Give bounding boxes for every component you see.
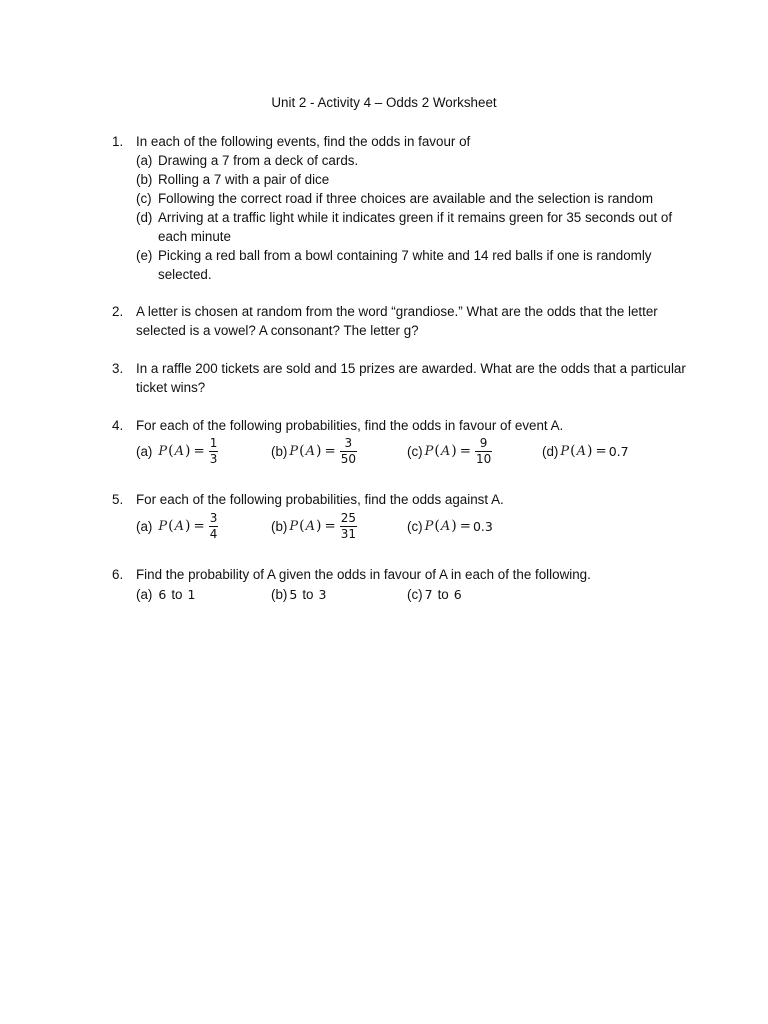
to-word: to <box>302 586 314 602</box>
part-label: (a) <box>136 443 153 459</box>
probability-symbol: P <box>158 518 168 534</box>
question-part <box>136 151 692 170</box>
fraction <box>209 436 219 467</box>
question-number: 2. <box>112 304 124 319</box>
question-5 <box>112 490 692 546</box>
question-number: 5. <box>112 492 124 507</box>
question-number: 3. <box>112 361 124 376</box>
probability-value: 0.7 <box>608 443 629 459</box>
question-part <box>136 246 692 284</box>
odds-right-value: 6 <box>453 586 462 602</box>
probability-symbol: P <box>424 443 434 459</box>
worksheet-title: Unit 2 - Activity 4 – Odds 2 Worksheet <box>271 95 497 110</box>
question-part: (a) P ( A ) = $\frac{1}{3}$ <box>136 435 218 466</box>
question-1 <box>112 132 692 284</box>
part-label: (c) <box>407 586 423 602</box>
question-part <box>136 208 692 246</box>
question-number: 4. <box>112 418 124 433</box>
probability-symbol: P <box>289 518 299 534</box>
denominator: 31 <box>340 526 356 541</box>
question-number: 1. <box>112 134 124 149</box>
numerator: 1 <box>209 435 218 450</box>
probability-symbol: P <box>424 518 434 534</box>
question-part: (b) P ( A ) = $\frac{3}{50}$ <box>271 435 356 466</box>
question-number: 6. <box>112 567 124 582</box>
part-text: Arriving at a traffic light while it indicates green if it remains green for 35 seconds out of each minute <box>158 210 673 244</box>
probability-symbol: P <box>560 443 570 459</box>
denominator: 3 <box>209 451 218 466</box>
odds-left-value: 6 <box>158 586 167 602</box>
odds-right-value: 1 <box>187 586 196 602</box>
question-text: Find the probability of A given the odds in favour of A in each of the following. <box>136 567 591 582</box>
question-part: (b) P ( A ) = $\frac{25}{31}$ <box>271 510 356 541</box>
fraction <box>209 511 219 542</box>
numerator: 9 <box>479 435 488 450</box>
part-label: (b) <box>136 172 153 187</box>
denominator: 4 <box>209 526 218 541</box>
part-label: (a) <box>136 586 153 602</box>
question-part: (c) P ( A ) = 0.3 <box>407 517 493 534</box>
question-3 <box>112 359 692 397</box>
event-symbol: A <box>174 518 184 534</box>
part-label: (c) <box>407 443 423 459</box>
fraction <box>340 436 357 467</box>
denominator: 50 <box>340 451 356 466</box>
fraction <box>475 436 492 467</box>
question-part: (c) P ( A ) = $\frac{9}{10}$ <box>407 435 492 466</box>
event-symbol: A <box>576 443 586 459</box>
event-symbol: A <box>305 518 315 534</box>
odds-left-value: 5 <box>289 586 298 602</box>
probability-symbol: P <box>158 443 168 459</box>
question-part <box>271 584 326 604</box>
denominator: 10 <box>475 451 492 466</box>
question-text: A letter is chosen at random from the word “grandiose.” What are the odds that the letter selected is a vowel? A consonant? The letter g? <box>136 304 658 338</box>
numerator: 3 <box>209 510 218 525</box>
fraction <box>340 511 357 542</box>
part-text: Following the correct road if three choices are available and the selection is random <box>158 191 653 206</box>
question-part: (d) P ( A ) = 0.7 <box>542 442 629 459</box>
to-word: to <box>437 586 449 602</box>
answer-row <box>136 584 692 604</box>
question-6 <box>112 565 692 604</box>
part-label: (b) <box>271 518 288 534</box>
question-part <box>136 584 195 604</box>
question-text: For each of the following probabilities, find the odds against A. <box>136 492 504 507</box>
part-label: (c) <box>136 191 152 206</box>
question-part <box>136 170 692 189</box>
event-symbol: A <box>174 443 184 459</box>
question-part: (a) P ( A ) = $\frac{3}{4}$ <box>136 510 218 541</box>
part-label: (a) <box>136 518 153 534</box>
question-2 <box>112 302 692 340</box>
part-label: (d) <box>136 210 153 225</box>
question-text: In a raffle 200 tickets are sold and 15 prizes are awarded. What are the odds that a particular ticket wins? <box>136 361 686 395</box>
question-4 <box>112 416 692 471</box>
odds-left-value: 7 <box>424 586 433 602</box>
event-symbol: A <box>440 518 451 534</box>
to-word: to <box>171 586 183 602</box>
answer-row <box>136 506 692 546</box>
probability-symbol: P <box>289 443 299 459</box>
part-text: Rolling a 7 with a pair of dice <box>158 172 330 187</box>
probability-value: 0.3 <box>472 518 493 534</box>
part-label: (a) <box>136 153 153 168</box>
event-symbol: A <box>440 443 451 459</box>
part-label: (b) <box>271 586 288 602</box>
part-text: Drawing a 7 from a deck of cards. <box>158 153 359 168</box>
part-label: (e) <box>136 248 153 263</box>
event-symbol: A <box>305 443 315 459</box>
part-label: (c) <box>407 518 423 534</box>
answer-row <box>136 431 692 471</box>
part-text: Picking a red ball from a bowl containing 7 white and 14 red balls if one is randomly selected. <box>158 248 652 282</box>
question-text: In each of the following events, find the odds in favour of <box>136 134 471 149</box>
part-label: (b) <box>271 443 288 459</box>
question-part <box>136 189 692 208</box>
numerator: 3 <box>344 435 353 450</box>
question-part <box>407 584 462 604</box>
part-label: (d) <box>542 443 559 459</box>
odds-right-value: 3 <box>318 586 327 602</box>
question-text: For each of the following probabilities, find the odds in favour of event A. <box>136 418 564 433</box>
numerator: 25 <box>340 510 356 525</box>
